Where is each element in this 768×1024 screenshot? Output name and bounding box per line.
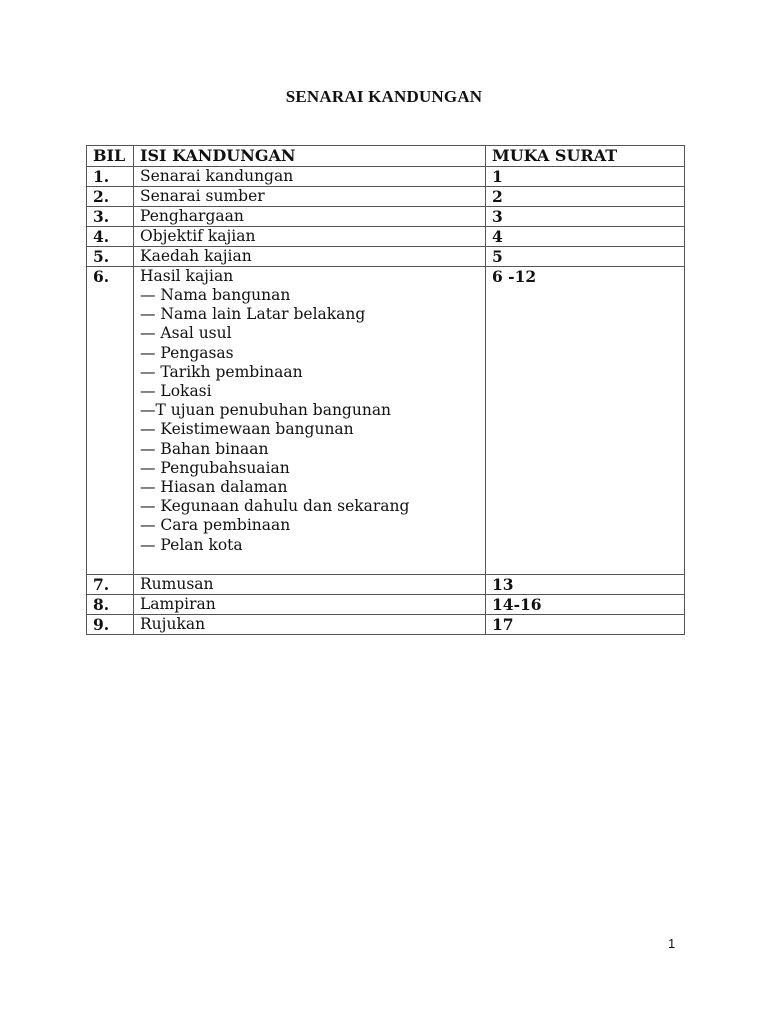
table-row bbox=[87, 595, 685, 615]
row-number: 7. bbox=[87, 575, 134, 595]
table-row bbox=[87, 207, 685, 227]
row-content: Kaedah kajian bbox=[134, 247, 486, 267]
row-content: Senarai kandungan bbox=[134, 167, 486, 187]
row-number: 9. bbox=[87, 615, 134, 635]
row-page: 3 bbox=[486, 207, 685, 227]
row-content: Objektif kajian bbox=[134, 227, 486, 247]
subitem: — Bahan binaan bbox=[140, 439, 269, 458]
table-row bbox=[87, 167, 685, 187]
row-number: 6. bbox=[87, 267, 134, 575]
header-isi-kandungan: ISI KANDUNGAN bbox=[134, 146, 486, 167]
row-number: 2. bbox=[87, 187, 134, 207]
row-page: 14-16 bbox=[486, 595, 685, 615]
header-muka-surat: MUKA SURAT bbox=[486, 146, 685, 167]
row-number: 3. bbox=[87, 207, 134, 227]
subitem: — Pelan kota bbox=[140, 535, 243, 554]
row-page: 1 bbox=[486, 167, 685, 187]
row-number: 1. bbox=[87, 167, 134, 187]
table-of-contents bbox=[86, 145, 685, 635]
subitem: — Nama lain Latar belakang bbox=[140, 305, 366, 324]
row-page: 6 -12 bbox=[486, 267, 685, 575]
row-page: 13 bbox=[486, 575, 685, 595]
table-row bbox=[87, 615, 685, 635]
subitem-list bbox=[140, 286, 485, 555]
row-number: 8. bbox=[87, 595, 134, 615]
table-row bbox=[87, 247, 685, 267]
subitem: — Asal usul bbox=[140, 324, 232, 343]
row-page: 5 bbox=[486, 247, 685, 267]
row-content-label: Hasil kajian bbox=[140, 267, 234, 285]
table-row bbox=[87, 575, 685, 595]
subitem: — Tarikh pembinaan bbox=[140, 362, 303, 381]
table-header-row bbox=[87, 146, 685, 167]
subitem: —T ujuan penubuhan bangunan bbox=[140, 401, 392, 420]
subitem: — Hiasan dalaman bbox=[140, 478, 288, 497]
subitem: — Cara pembinaan bbox=[140, 516, 291, 535]
row-content: Senarai sumber bbox=[134, 187, 486, 207]
row-page: 17 bbox=[486, 615, 685, 635]
table-row bbox=[87, 187, 685, 207]
row-content: Lampiran bbox=[134, 595, 486, 615]
page-number: 1 bbox=[668, 936, 676, 951]
row-page: 4 bbox=[486, 227, 685, 247]
page-title: SENARAI KANDUNGAN bbox=[285, 87, 483, 106]
row-content: Penghargaan bbox=[134, 207, 486, 227]
subitem: — Keistimewaan bangunan bbox=[140, 420, 354, 439]
subitem: — Pengubahsuaian bbox=[140, 458, 290, 477]
subitem: — Nama bangunan bbox=[140, 286, 291, 304]
row-content bbox=[134, 267, 486, 575]
row-page: 2 bbox=[486, 187, 685, 207]
row-content: Rujukan bbox=[134, 615, 486, 635]
header-bil: BIL bbox=[87, 146, 134, 167]
row-number: 5. bbox=[87, 247, 134, 267]
subitem: — Lokasi bbox=[140, 382, 212, 401]
row-content: Rumusan bbox=[134, 575, 486, 595]
table-row bbox=[87, 267, 685, 575]
row-number: 4. bbox=[87, 227, 134, 247]
subitem: — Kegunaan dahulu dan sekarang bbox=[140, 497, 410, 516]
table-row bbox=[87, 227, 685, 247]
subitem: — Pengasas bbox=[140, 343, 234, 362]
